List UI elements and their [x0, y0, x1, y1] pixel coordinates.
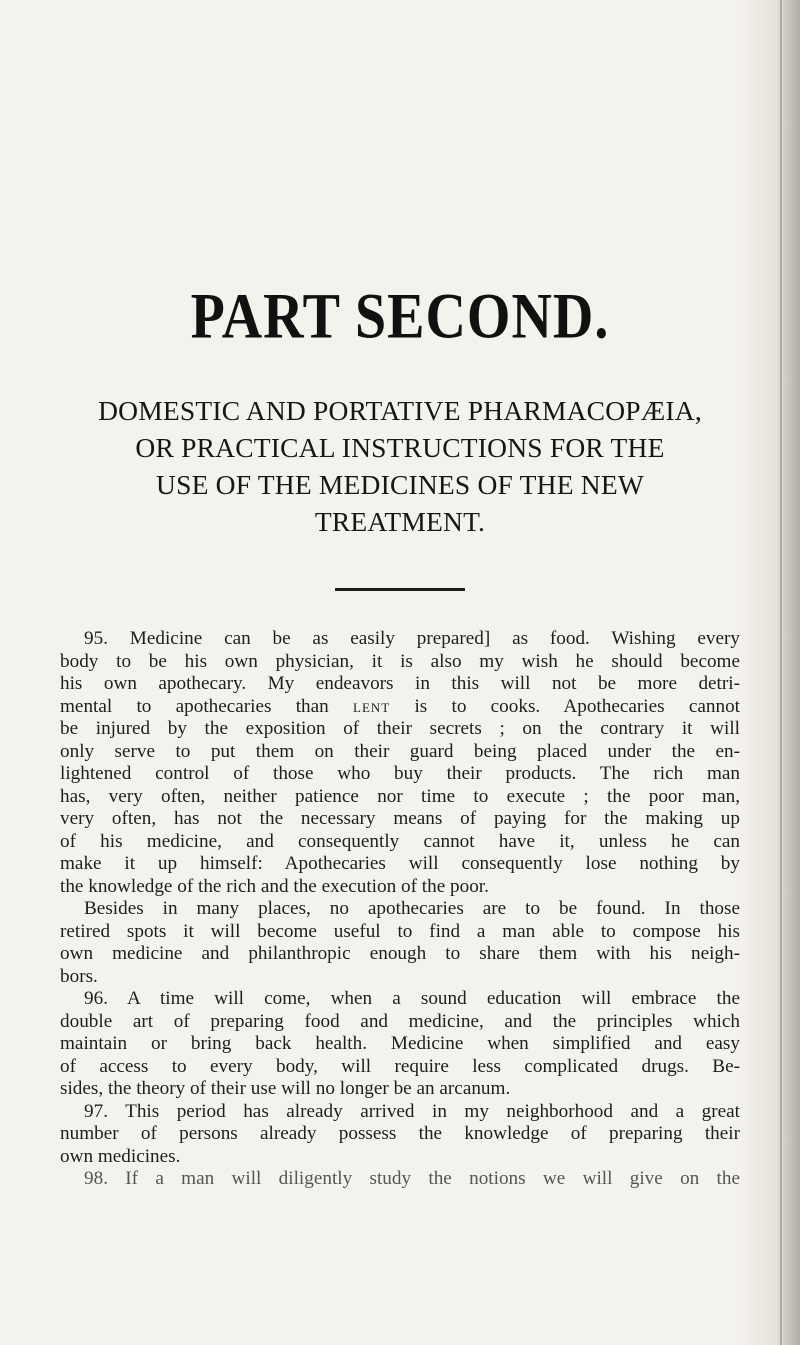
text-line: [60, 696, 740, 719]
text-fragment: is to cooks. Apothecaries cannot: [390, 695, 740, 717]
text-line: own medicines.: [60, 1145, 181, 1167]
text-line: 98. If a man will diligently study the notions we will give on the: [84, 1168, 740, 1189]
text-line: bors.: [60, 965, 98, 987]
text-line: has, very often, neither patience nor time to execute ; the poor man,: [60, 785, 740, 807]
text-line: body to be his own physician, it is also my wish he should become: [60, 650, 740, 672]
text-line: Besides in many places, no apothecaries are to be found. In those: [84, 898, 740, 919]
text-line: very often, has not the necessary means of paying for the making up: [60, 808, 740, 829]
part-title: PART SECOND.: [190, 281, 610, 353]
section-subtitle: [35, 392, 765, 540]
text-line: double art of preparing food and medicine, and the principles which: [60, 1010, 740, 1032]
text-line: maintain or bring back health. Medicine when simplified and easy: [60, 1033, 740, 1054]
page-edge-line: [780, 0, 782, 1345]
subtitle-line-4: TREATMENT.: [314, 506, 486, 537]
page-edge-shadow: [740, 0, 800, 1345]
subtitle-line-1: DOMESTIC AND PORTATIVE PHARMACOPÆIA,: [98, 395, 702, 426]
text-line: retired spots it will become useful to find a man able to compose his: [60, 920, 740, 942]
body-text: [60, 628, 740, 1191]
text-line: be injured by the exposition of their secrets ; on the contrary it will: [60, 718, 740, 739]
text-line: of access to every body, will require less complicated drugs. Be-: [60, 1055, 740, 1077]
text-line: 95. Medicine can be as easily prepared] as food. Wishing every: [84, 628, 740, 649]
text-line: make it up himself: Apothecaries will consequently lose nothing by: [60, 853, 740, 874]
text-line: sides, the theory of their use will no longer be an arcanum.: [60, 1078, 511, 1099]
section-divider: [335, 588, 465, 591]
text-line: 97. This period has already arrived in my neighborhood and a great: [84, 1100, 740, 1122]
subtitle-line-2: OR PRACTICAL INSTRUCTIONS FOR THE: [135, 432, 665, 463]
small-caps-word: lent: [353, 695, 391, 717]
text-line: lightened control of those who buy their products. The rich man: [60, 763, 740, 784]
text-line: own medicine and philanthropic enough to share them with his neigh-: [60, 943, 740, 964]
text-fragment: mental to apothecaries than: [60, 695, 353, 717]
text-line: the knowledge of the rich and the execution of the poor.: [60, 875, 489, 897]
text-line: only serve to put them on their guard being placed under the en-: [60, 740, 740, 762]
text-line: his own apothecary. My endeavors in this will not be more detri-: [60, 673, 740, 694]
subtitle-line-3: USE OF THE MEDICINES OF THE NEW: [156, 469, 644, 500]
text-line: number of persons already possess the knowledge of preparing their: [60, 1123, 740, 1144]
text-line: of his medicine, and consequently cannot have it, unless he can: [60, 830, 740, 852]
text-line: 96. A time will come, when a sound education will embrace the: [84, 988, 740, 1009]
